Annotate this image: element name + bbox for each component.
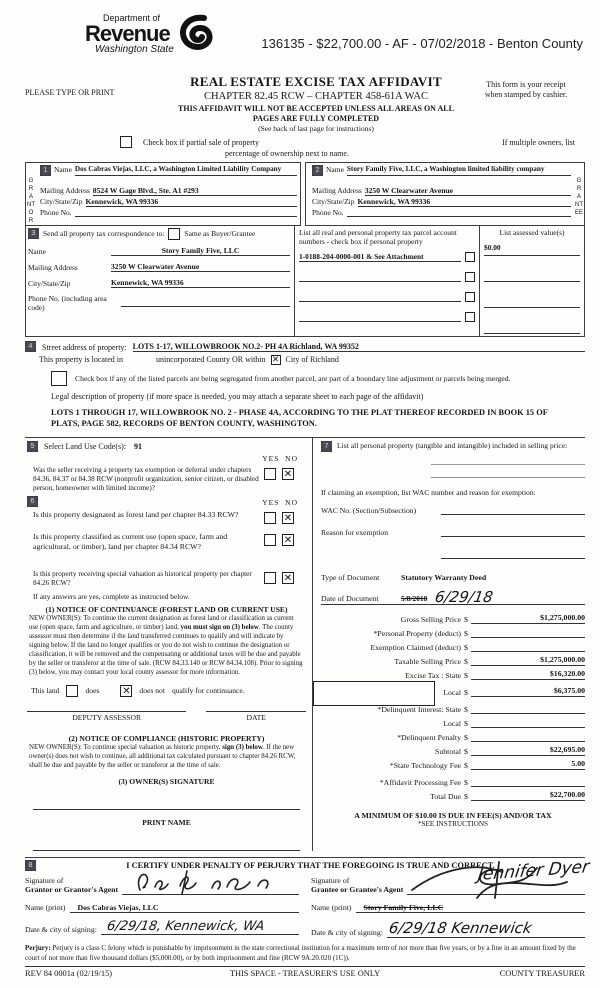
- revenue-swirl-icon: [174, 14, 218, 61]
- q3-yes-checkbox[interactable]: [264, 534, 276, 546]
- same-as-buyer-label: Same as Buyer/Grantee: [184, 229, 256, 239]
- does-not-label: does not: [139, 686, 165, 696]
- answers-yes-note: If any answers are yes, complete as instructed below.: [33, 591, 190, 601]
- logo-state-text: Washington State: [95, 44, 174, 55]
- street-address-value[interactable]: LOTS 1-17, WILLOWBROOK NO.2- PH 4A Richland, WA 99352: [133, 342, 585, 352]
- certify-text: I CERTIFY UNDER PENALTY OF PERJURY THAT THE FOREGOING IS TRUE AND CORRECT.: [126, 860, 495, 870]
- form-see-back: (See back of last page for instructions): [258, 124, 374, 134]
- does-label: does: [85, 686, 100, 696]
- segregated-row: [51, 371, 585, 386]
- right-column: 7 List all personal property (tangible and intangible) included in selling price: If claiming an exemption, list WAC number and reason for exemption: WAC No. (Section/Subsection) Reason for exemption Type of Document Statutory Warranty Deed Date of Document 5/8/2018 6/29/18 Gross Selling Price $ $1,275,000.00 *Personal Property (deduct) $ Exemption Claimed (deduct) $ Taxable Selling Price $ $1,275,000.00 Excise Tax : State $ $16,320.00 Local $ $6,375.00 *Delinquent Interest: State $ Local $ *Delinquent Penalty $ Subtotal $ $22,695.00 *State Technology Fee $ 5.00 *Affidavit Processing Fee $ Total Due $ $22,700.00 A MINIMUM OF $10.00 IS DUE IN FEE(S) AND/OR TAX *SEE INSTRUCTIONS: [313, 438, 585, 850]
- deputy-assessor-line[interactable]: DEPUTY ASSESSOR: [27, 711, 186, 722]
- form-title: REAL ESTATE EXCISE TAX AFFIDAVIT: [190, 74, 442, 89]
- grantor-name-label: Name: [54, 164, 72, 174]
- money-value-total[interactable]: $22,700.00: [471, 790, 585, 801]
- city-of-richland-label: City of Richland: [285, 355, 339, 365]
- reason-label: Reason for exemption: [321, 528, 389, 538]
- percent-ownership-label: percentage of ownership next to name.: [225, 148, 349, 158]
- personal-property-checkbox-2[interactable]: [465, 272, 475, 282]
- grantee-name-print-label: Name (print): [311, 903, 352, 913]
- grantee-vertical-label: GRANTEE: [575, 177, 584, 216]
- money-label-local: Local: [443, 687, 461, 697]
- personal-property-checkbox-3[interactable]: [465, 292, 475, 302]
- owner-signature-heading: (3) OWNER(S) SIGNATURE: [118, 776, 215, 786]
- grantee-box: [305, 162, 585, 226]
- money-value-excise-state[interactable]: $16,320.00: [471, 669, 585, 680]
- money-label-penalty: *Delinquent Penalty: [397, 732, 461, 742]
- grantee-phone-value[interactable]: [347, 208, 571, 217]
- partial-sale-checkbox[interactable]: [120, 136, 132, 148]
- section-marker-7: 7: [321, 441, 332, 452]
- grantor-signature: [132, 868, 287, 898]
- see-instructions-note: *SEE INSTRUCTIONS: [417, 820, 489, 829]
- segregated-label: Check box if any of the listed parcels are being segregated from another parcel, are part of a boundary line adjustment or parcels being merged.: [75, 373, 511, 383]
- minimum-due-note: A MINIMUM OF $10.00 IS DUE IN FEE(S) AND/OR TAX: [354, 811, 552, 821]
- money-value-local[interactable]: $6,375.00: [471, 686, 585, 697]
- doc-type-value[interactable]: Statutory Warranty Deed: [401, 573, 487, 583]
- money-label-delinq-local: Local: [443, 718, 461, 728]
- money-label-processing-fee: *Affidavit Processing Fee: [379, 777, 461, 787]
- grantor-csz-label: City/State/Zip: [40, 196, 83, 206]
- money-value-gross[interactable]: $1,275,000.00: [471, 613, 585, 624]
- money-label-tech-fee: *State Technology Fee: [389, 760, 461, 770]
- corr-csz-label: City/State/Zip: [28, 278, 71, 288]
- legal-description-text: LOTS 1 THROUGH 17, WILLOWBROOK NO. 2 - PHASE 4A, ACCORDING TO THE PLAT THEREOF RECORDED IN BOOK 15 OF PLATS, PAGE 582, RECORDS OF BENTON COUNTY, WASHINGTON.: [51, 407, 548, 429]
- street-address-label: Street address of property:: [42, 342, 127, 352]
- money-label-delinq-interest: *Delinquent Interest: State: [377, 704, 461, 714]
- city-of-richland-checkbox[interactable]: ✕: [271, 354, 280, 365]
- grantor-sig-label: Signature of Grantor or Grantor's Agent: [25, 875, 119, 895]
- grantee-name-value[interactable]: Story Family Five, LLC, a Washington limited liability company: [347, 165, 571, 176]
- money-label-excise-state: Excise Tax : State: [405, 670, 461, 680]
- footer-rev-number: REV 84 0001a (02/19/15): [25, 968, 113, 978]
- continuance-paragraph: NEW OWNER(S): To continue the current designation as forest land or classification as current use (open space, farm and agriculture, or timber) land, you must sign on (3) below. The county assessor must then determine if the land transferred continues to qualify and will indicate by signing below. If the land no longer qualifies or you do not wish to continue the designation or classification, it will be removed and the compensating or additional taxes will be due and payable by the seller or transferor at the time of sale. (RCW 84.33.140 or RCW 84.34.108). Prior to signing (3) below, you may contact your local county assessor for more information.: [29, 614, 303, 676]
- continuance-heading: (1) NOTICE OF CONTINUANCE (FOREST LAND OR CURRENT USE): [45, 604, 288, 614]
- grantee-signature-column: [311, 856, 591, 938]
- yes-header-2: YES: [262, 498, 280, 508]
- grantee-mail-label: Mailing Address: [312, 185, 362, 195]
- grantor-signature-line[interactable]: [122, 881, 299, 895]
- money-value-personal[interactable]: [471, 627, 585, 638]
- money-label-subtotal: Subtotal: [435, 746, 461, 756]
- grantee-mail-value[interactable]: 3250 W Clearwater Avenue: [365, 186, 571, 196]
- land-qualify-row: [31, 685, 306, 697]
- grantor-mail-label: Mailing Address: [40, 185, 90, 195]
- section-marker-3: 3: [28, 228, 39, 239]
- does-checkbox[interactable]: [66, 685, 78, 697]
- grantee-name-print-value[interactable]: Story Family Five, LLC: [356, 903, 586, 913]
- perjury-paragraph: Perjury: Perjury is a class C felony which is punishable by imprisonment in the state correctional institution for a maximum term of not more than five years, or by a fine in an amount fixed by the court of not more than five thousand dollars ($5,000.00), or by both imprisonment and fine (RCW 9A.20.020 (1C)).: [25, 944, 576, 962]
- assessed-value-2[interactable]: [484, 269, 580, 282]
- correspondence-column: [26, 226, 294, 336]
- exemption-intro: If claiming an exemption, list WAC number and reason for exemption:: [321, 488, 536, 498]
- corr-phone-label: Phone No. (including area code): [28, 293, 107, 312]
- q2-no-checkbox[interactable]: ✕: [283, 513, 293, 525]
- compliance-paragraph: NEW OWNER(S): To continue special valuation as historic property, sign (3) below. If the new owner(s) does not wish to continue, all additional tax calculated pursuant to chapter 84.26 RCW, shall be due and payable by the seller or transferor at the time of sale.: [29, 743, 296, 769]
- corr-csz-value[interactable]: Kennewick, WA 99336: [111, 278, 290, 288]
- this-land-label: This land: [31, 686, 60, 696]
- grantor-name-value[interactable]: Dos Cabras Viejas, LLC, a Washington Limited Liability Company: [75, 165, 297, 176]
- grantor-signature-column: [25, 873, 311, 938]
- money-value-tech-fee[interactable]: 5.00: [471, 759, 585, 770]
- parcel-number-1[interactable]: 1-0188-204-0000-001 & See Attachment: [299, 252, 461, 262]
- print-name-line[interactable]: [33, 831, 300, 851]
- section-marker-4: 4: [25, 341, 36, 352]
- q4-yes-checkbox[interactable]: [264, 572, 276, 584]
- section-marker-8: 8: [25, 860, 36, 871]
- wac-label: WAC No. (Section/Subsection): [321, 506, 417, 516]
- grantee-csz-value[interactable]: Kennewick, WA 99336: [358, 197, 572, 207]
- grantor-mail-value[interactable]: 8524 W Gage Blvd., Ste. A1 #293: [93, 186, 297, 196]
- grantor-phone-value[interactable]: [75, 208, 297, 217]
- q1-no-checkbox[interactable]: ✕: [283, 469, 293, 481]
- does-not-checkbox[interactable]: ✕: [122, 685, 131, 697]
- question-1-text: Was the seller receiving a property tax exemption or deferral under chapters 84.36, 84.37 or 84.38 RCW (nonprofit organization, senior citizen, or disabled person, homeowner with limited income)?: [33, 466, 259, 493]
- assessed-value-4[interactable]: [484, 321, 580, 334]
- grantor-csz-value[interactable]: Kennewick, WA 99336: [86, 197, 298, 207]
- main-columns: [25, 437, 585, 850]
- grantor-box: [25, 162, 301, 226]
- parcels-column: [294, 226, 480, 336]
- assessed-value-1[interactable]: $0.00: [484, 243, 580, 256]
- money-label-exemption: Exemption Claimed (deduct): [370, 642, 461, 652]
- yes-header: YES: [262, 454, 280, 464]
- no-header-2: NO: [285, 498, 298, 508]
- section-marker-6: 6: [27, 496, 38, 507]
- grantee-date-label: Date & city of signing:: [311, 928, 383, 938]
- parcels-heading: List all real and personal property tax parcel account numbers - check box if personal property: [299, 227, 457, 246]
- dor-logo: [85, 14, 218, 61]
- grantor-name-print-value[interactable]: Dos Cabras Viejas, LLC: [70, 903, 300, 913]
- legal-description-label: Legal description of property (if more space is needed, you may attach a separate sheet to each page of the affidavit): [51, 391, 424, 401]
- compliance-heading: (2) NOTICE OF COMPLIANCE (HISTORIC PROPERTY): [68, 733, 265, 743]
- grantee-csz-label: City/State/Zip: [312, 196, 355, 206]
- corr-mail-value[interactable]: 3250 W Clearwater Avenue: [111, 262, 290, 272]
- corr-mail-label: Mailing Address: [28, 262, 78, 272]
- page-header: [25, 6, 585, 104]
- parties-section: [25, 162, 585, 226]
- question-4-text: Is this property receiving special valuation as historical property per chapter 84.26 RCW?: [33, 569, 252, 587]
- money-value-processing-fee[interactable]: [471, 776, 585, 787]
- grantor-date-label: Date & city of signing:: [25, 925, 97, 935]
- money-value-exemption[interactable]: [471, 641, 585, 652]
- doc-type-label: Type of Document: [321, 573, 380, 583]
- parcel-number-3[interactable]: [299, 301, 461, 302]
- money-label-total: Total Due: [430, 791, 461, 801]
- multiple-owners-label: If multiple owners, list: [502, 137, 575, 147]
- reason-line-2[interactable]: [441, 547, 585, 559]
- located-in-label: This property is located in: [39, 355, 123, 365]
- page-footer: [25, 966, 585, 978]
- footer-county-treasurer: COUNTY TREASURER: [499, 968, 586, 978]
- land-use-label: Select Land Use Code(s):: [44, 441, 126, 451]
- located-options-label: unincorporated County OR within: [155, 355, 266, 365]
- section-marker-5: 5: [27, 441, 38, 452]
- q2-yes-checkbox[interactable]: [264, 512, 276, 524]
- grantor-name-print-label: Name (print): [25, 903, 66, 913]
- personal-property-heading: List all personal property (tangible and intangible) included in selling price:: [337, 441, 568, 451]
- money-label-taxable: Taxable Selling Price: [394, 656, 461, 666]
- corr-name-label: Name: [28, 246, 46, 256]
- money-label-personal: *Personal Property (deduct): [373, 628, 461, 638]
- logo-revenue-text: Revenue: [85, 21, 170, 46]
- cashier-stamp: 136135 - $22,700.00 - AF - 07/02/2018 - Benton County: [261, 36, 583, 51]
- wac-line[interactable]: [441, 503, 585, 515]
- corr-name-value[interactable]: Story Family Five, LLC: [111, 246, 290, 256]
- grantor-date-value[interactable]: 6/29/18, Kennewick, WA: [101, 919, 299, 935]
- parcel-number-4[interactable]: [299, 321, 461, 322]
- left-column: [25, 438, 313, 850]
- grantee-date-value[interactable]: 6/29/18 Kennewick: [387, 919, 585, 938]
- money-value-penalty[interactable]: [471, 731, 585, 742]
- assessed-value-3[interactable]: [484, 295, 580, 308]
- section-marker-2: 2: [312, 165, 323, 176]
- partial-sale-label: Check box if partial sale of property: [143, 137, 259, 147]
- assessor-date-line[interactable]: DATE: [206, 711, 306, 722]
- doc-date-handwritten: 6/29/18: [433, 588, 495, 607]
- assessed-heading: List assessed value(s): [499, 227, 565, 237]
- personal-property-checkbox-4[interactable]: [465, 312, 475, 322]
- form-chapter: CHAPTER 82.45 RCW – CHAPTER 458-61A WAC: [204, 91, 428, 103]
- logo-dept-text: Department of: [103, 13, 161, 23]
- owner-signature-line[interactable]: [33, 790, 300, 810]
- parcel-number-2[interactable]: [299, 281, 461, 282]
- form-warning: THIS AFFIDAVIT WILL NOT BE ACCEPTED UNLESS ALL AREAS ON ALL PAGES ARE FULLY COMPLETED: [178, 104, 454, 124]
- grantee-sig-label: Signature of Grantee or Grantee's Agent: [311, 875, 404, 895]
- money-value-subtotal[interactable]: $22,695.00: [471, 745, 585, 756]
- assessed-values-column: [480, 226, 584, 336]
- question-3-text: Is this property classified as current use (open space, farm and agricultural, or timber), land per chapter 84.34 RCW?: [33, 532, 228, 552]
- money-label-gross: Gross Selling Price: [400, 614, 461, 624]
- personal-property-line-2[interactable]: [431, 465, 585, 478]
- same-as-buyer-checkbox[interactable]: [168, 228, 180, 240]
- section-marker-1: 1: [40, 165, 51, 176]
- send-correspondence-label: Send all property tax correspondence to:: [43, 229, 165, 239]
- question-2-text: Is this property designated as forest land per chapter 84.33 RCW?: [33, 510, 239, 520]
- doc-date-label: Date of Document: [321, 594, 379, 604]
- please-type-label: PLEASE TYPE OR PRINT: [25, 88, 115, 97]
- money-value-taxable[interactable]: $1,275,000.00: [471, 655, 585, 666]
- receipt-note: This form is your receipt when stamped by cashier.: [484, 80, 568, 100]
- footer-treasurer-space: THIS SPACE - TREASURER'S USE ONLY: [229, 968, 381, 978]
- grantor-vertical-label: GRANTOR: [27, 177, 35, 224]
- q1-yes-checkbox[interactable]: [264, 468, 276, 480]
- grantor-phone-label: Phone No.: [40, 207, 72, 217]
- land-use-code-value[interactable]: 91: [133, 441, 142, 451]
- personal-property-checkbox-1[interactable]: [465, 252, 475, 262]
- no-header: NO: [285, 454, 298, 464]
- grantee-name-handwritten: Jennifer Dyer: [476, 856, 591, 885]
- reason-line-1[interactable]: [441, 525, 585, 537]
- grantee-phone-label: Phone No.: [312, 207, 344, 217]
- money-value-delinq-interest[interactable]: [471, 703, 585, 714]
- partial-sale-row: [25, 136, 585, 160]
- print-name-heading: PRINT NAME: [142, 817, 191, 827]
- street-address-section: [25, 341, 585, 365]
- q3-no-checkbox[interactable]: ✕: [283, 535, 293, 547]
- corr-phone-value[interactable]: [121, 306, 290, 307]
- personal-property-line-1[interactable]: [431, 452, 585, 465]
- grantee-name-label: Name: [326, 164, 344, 174]
- money-value-delinq-local[interactable]: [471, 717, 585, 728]
- qualify-label: qualify for continuance.: [171, 686, 245, 696]
- correspondence-parcels-section: [25, 226, 585, 337]
- segregated-checkbox[interactable]: [51, 371, 67, 386]
- doc-date-old: 5/8/2018: [401, 594, 428, 604]
- q4-no-checkbox[interactable]: ✕: [283, 572, 293, 584]
